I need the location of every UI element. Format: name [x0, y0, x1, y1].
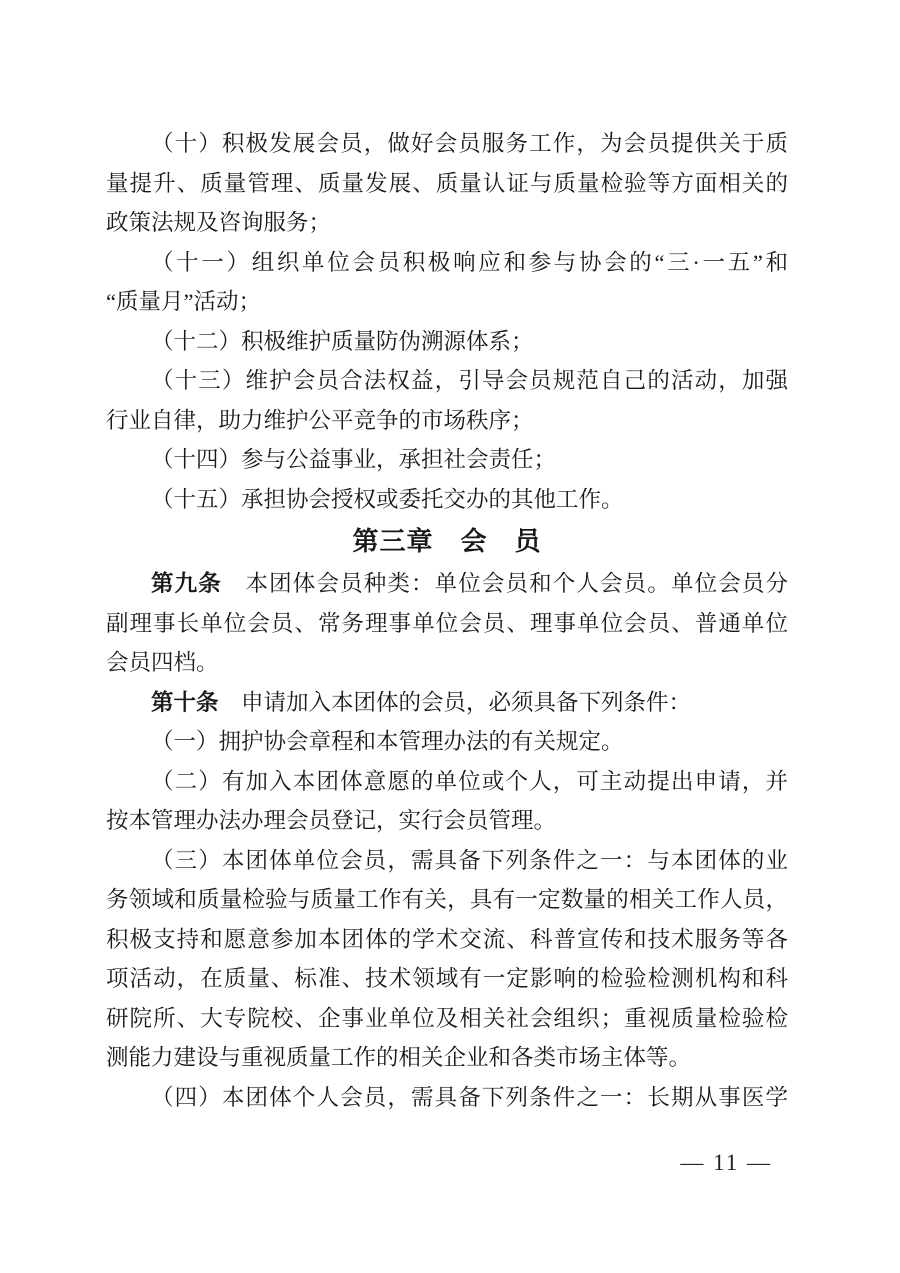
text-line: [106, 604, 788, 644]
paragraph: [106, 722, 788, 762]
text-run: “质量月”活动；: [106, 289, 261, 314]
text-run: （十四）参与公益事业，承担社会责任；: [151, 447, 557, 472]
document-body: [106, 124, 788, 1117]
paragraph: [106, 361, 788, 440]
text-run: 申请加入本团体的会员，必须具备下列条件：: [218, 689, 692, 715]
text-run: 测能力建设与重视质量工作的相关企业和各类市场主体等。: [106, 1045, 692, 1070]
chapter-heading: 第三章 会 员: [352, 526, 542, 556]
text-line: [106, 880, 788, 920]
text-run: （十一）组织单位会员积极响应和参与协会的“三·一五”和: [151, 249, 788, 275]
text-run: 量提升、质量管理、质量发展、质量认证与质量检验等方面相关的: [106, 170, 788, 196]
paragraph: [106, 124, 788, 243]
text-line: [106, 164, 788, 204]
text-line: [106, 282, 788, 322]
text-line: [106, 322, 788, 362]
paragraph: [106, 762, 788, 841]
text-run: 行业自律，助力维护公平竞争的市场秩序；: [106, 407, 534, 433]
text-run: （四）本团体个人会员，需具备下列条件之一：长期从事医学: [151, 1084, 788, 1110]
text-run: 本团体会员种类：单位会员和个人会员。单位会员分: [221, 571, 788, 596]
paragraph: [106, 564, 788, 683]
text-run: （二）有加入本团体意愿的单位或个人，可主动提出申请，并: [151, 768, 788, 794]
text-run: 积极支持和愿意参加本团体的学术交流、科普宣传和技术服务等各: [106, 926, 788, 952]
text-line: [106, 722, 788, 762]
text-run: （十五）承担协会授权或委托交办的其他工作。: [151, 486, 624, 512]
paragraph: [106, 1078, 788, 1118]
page-number: — 11 —: [680, 1150, 772, 1175]
paragraph: [106, 440, 788, 480]
article-number-label: 第九条: [151, 571, 222, 596]
text-line: [106, 440, 788, 480]
text-line: [106, 401, 788, 441]
text-line: [106, 920, 788, 960]
text-line: [106, 959, 788, 999]
text-line: [106, 124, 788, 164]
text-run: 会员四档。: [106, 650, 219, 675]
text-line: [106, 480, 788, 520]
article-number-label: 第十条: [151, 689, 219, 715]
text-line: [106, 801, 788, 841]
text-line: [106, 683, 788, 723]
text-run: （十二）积极维护质量防伪溯源体系；: [151, 328, 534, 354]
text-run: 务领域和质量检验与质量工作有关，具有一定数量的相关工作人员，: [106, 887, 788, 912]
text-line: [106, 999, 788, 1039]
text-run: 按本管理办法办理会员登记，实行会员管理。: [106, 808, 557, 833]
text-run: （一）拥护协会章程和本管理办法的有关规定。: [151, 729, 624, 754]
text-run: 政策法规及咨询服务；: [106, 210, 332, 235]
text-line: [106, 564, 788, 604]
text-run: 研院所、大专院校、企事业单位及相关社会组织；重视质量检验检: [106, 1005, 788, 1031]
paragraph: [106, 243, 788, 322]
paragraph: [106, 322, 788, 362]
paragraph: [106, 480, 788, 520]
text-line: [106, 841, 788, 881]
text-run: （三）本团体单位会员，需具备下列条件之一：与本团体的业: [151, 847, 788, 873]
text-run: 副理事长单位会员、常务理事单位会员、理事单位会员、普通单位: [106, 610, 788, 636]
text-line: [106, 361, 788, 401]
paragraph: [106, 683, 788, 723]
text-run: 项活动，在质量、标准、技术领域有一定影响的检验检测机构和科: [106, 966, 788, 991]
paragraph: [106, 841, 788, 1078]
text-line: [106, 243, 788, 283]
text-line: [106, 1038, 788, 1078]
text-line: [106, 1078, 788, 1118]
text-line: [106, 643, 788, 683]
page-footer: [106, 1148, 788, 1178]
text-line: [106, 203, 788, 243]
text-line: [106, 762, 788, 802]
text-run: （十）积极发展会员，做好会员服务工作，为会员提供关于质: [151, 131, 788, 156]
text-run: （十三）维护会员合法权益，引导会员规范自己的活动，加强: [151, 368, 788, 393]
